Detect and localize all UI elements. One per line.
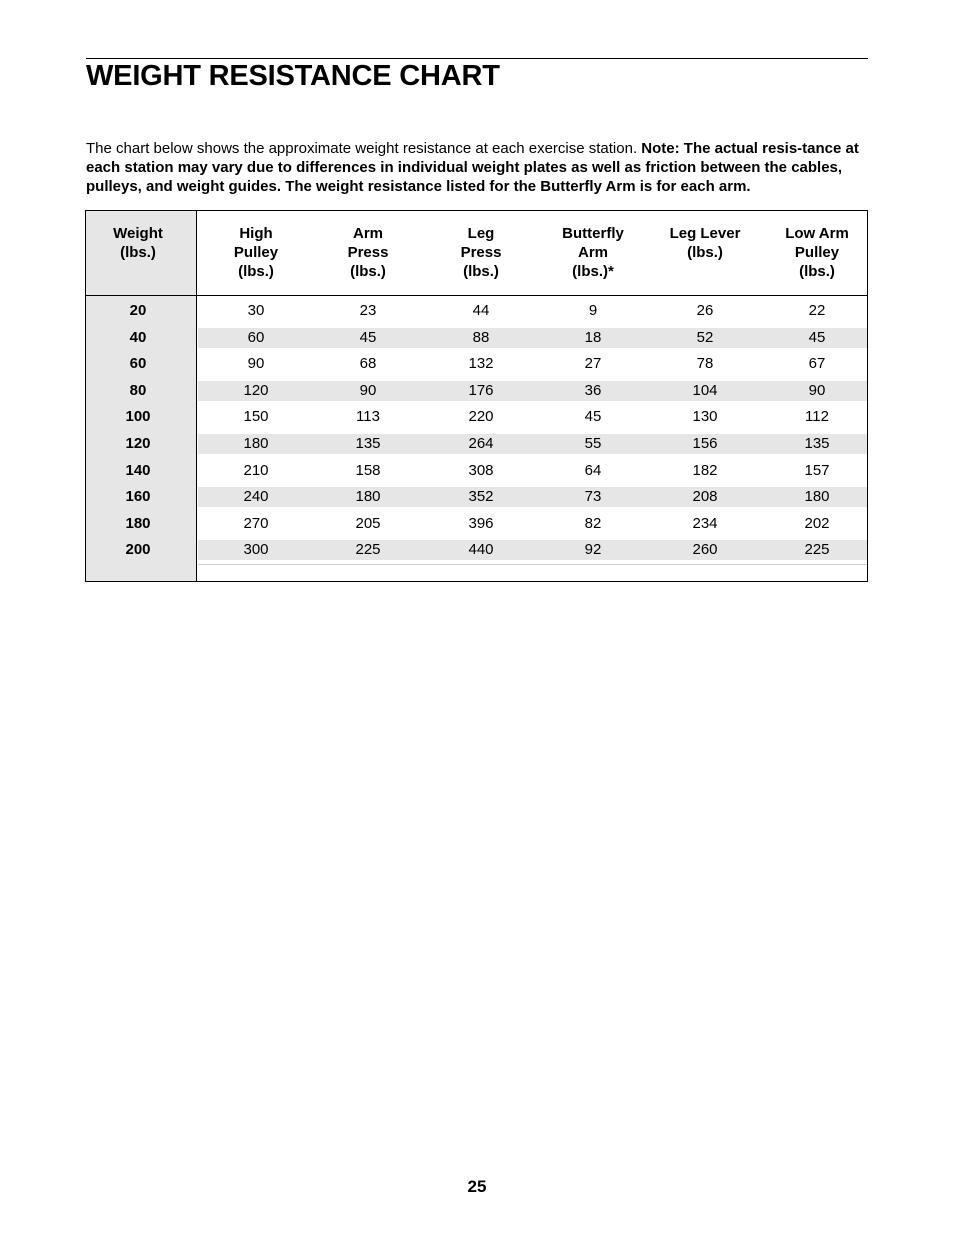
intro-text: The chart below shows the approximate weight resistance at each exercise station.: [86, 140, 642, 157]
resistance-cell: 90: [247, 355, 265, 373]
resistance-cell: 208: [692, 488, 718, 506]
resistance-cell: 55: [584, 435, 602, 452]
page-number: 25: [467, 1177, 487, 1196]
weight-cell: 80: [129, 381, 147, 399]
header-line: Pulley: [233, 244, 279, 261]
resistance-cell: 82: [584, 514, 602, 532]
weight-cell: 20: [129, 302, 147, 319]
resistance-cell: 352: [468, 488, 494, 506]
resistance-cell: 52: [696, 328, 714, 346]
resistance-cell: 220: [468, 408, 494, 426]
resistance-cell: 156: [692, 435, 718, 452]
resistance-cell: 68: [359, 355, 377, 373]
resistance-cell: 264: [468, 435, 494, 452]
resistance-cell: 180: [243, 435, 269, 452]
resistance-cell: 180: [804, 488, 830, 506]
header-line: (lbs.): [463, 263, 499, 280]
header-line: (lbs.): [687, 244, 723, 261]
header-weight: [113, 224, 163, 262]
resistance-cell: 9: [588, 302, 598, 319]
row-shading: [198, 487, 867, 507]
resistance-cell: 176: [468, 381, 494, 399]
resistance-cell: 27: [584, 355, 602, 373]
header-line: (lbs.)*: [572, 263, 614, 280]
header-arm-press: [348, 224, 389, 281]
header-high-pulley: [234, 224, 278, 281]
header-line: Butterfly: [562, 225, 624, 242]
header-line: Leg Lever: [669, 225, 741, 242]
header-line: Press: [460, 244, 502, 261]
resistance-cell: 88: [472, 328, 490, 346]
resistance-cell: 157: [804, 461, 830, 479]
resistance-cell: 308: [468, 461, 494, 479]
header-line: (lbs.): [120, 244, 156, 261]
resistance-cell: 135: [355, 435, 381, 452]
resistance-cell: 18: [584, 328, 602, 346]
resistance-cell: 205: [355, 514, 381, 532]
header-leg-lever: [670, 224, 741, 262]
resistance-cell: 240: [243, 488, 269, 506]
resistance-cell: 90: [359, 381, 377, 399]
page-title: WEIGHT RESISTANCE CHART: [86, 60, 500, 92]
resistance-cell: 45: [584, 408, 602, 426]
resistance-cell: 225: [355, 541, 381, 559]
resistance-cell: 30: [247, 302, 265, 319]
row-shading: [198, 434, 867, 454]
weight-cell: 120: [125, 435, 151, 452]
intro-paragraph: [86, 139, 876, 196]
row-shading: [198, 328, 867, 348]
resistance-cell: 396: [468, 514, 494, 532]
resistance-cell: 135: [804, 435, 830, 452]
resistance-cell: 78: [696, 355, 714, 373]
resistance-cell: 234: [692, 514, 718, 532]
resistance-cell: 300: [243, 541, 269, 559]
resistance-cell: 225: [804, 541, 830, 559]
resistance-cell: 44: [472, 302, 490, 319]
resistance-cell: 158: [355, 461, 381, 479]
weight-cell: 140: [125, 461, 151, 479]
weight-resistance-table: [85, 210, 868, 582]
weight-cell: 60: [129, 355, 147, 373]
resistance-cell: 22: [808, 302, 826, 319]
resistance-cell: 440: [468, 541, 494, 559]
header-rule: [86, 295, 867, 296]
resistance-cell: 60: [247, 328, 265, 346]
header-line: Arm: [352, 225, 383, 242]
header-line: Arm: [577, 244, 609, 261]
weight-cell: 100: [125, 408, 151, 426]
resistance-cell: 64: [584, 461, 602, 479]
resistance-cell: 36: [584, 381, 602, 399]
weight-cell: 200: [125, 541, 151, 559]
weight-cell: 160: [125, 488, 151, 506]
resistance-cell: 180: [355, 488, 381, 506]
row-shading: [198, 540, 867, 560]
resistance-cell: 67: [808, 355, 826, 373]
resistance-cell: 45: [808, 328, 826, 346]
resistance-cell: 150: [243, 408, 269, 426]
resistance-cell: 92: [584, 541, 602, 559]
header-line: Low Arm: [785, 225, 849, 242]
resistance-cell: 113: [356, 408, 380, 426]
resistance-cell: 130: [692, 408, 718, 426]
header-line: Leg: [467, 225, 495, 242]
header-line: Press: [347, 244, 389, 261]
resistance-cell: 132: [468, 355, 494, 373]
resistance-cell: 202: [804, 514, 830, 532]
header-butterfly-arm: [562, 224, 624, 281]
header-line: (lbs.): [799, 263, 835, 280]
table-end-rule: [198, 564, 867, 565]
resistance-cell: 112: [805, 408, 829, 426]
resistance-cell: 26: [696, 302, 714, 319]
header-line: High: [239, 225, 273, 242]
intro-note: Note: The actual resis-tance at each station may vary due to differences in individual weight plates as well as friction between the cables, pulleys, and weight guides. The weight resistance listed for the Butterfly Arm is for each arm.: [86, 140, 859, 195]
resistance-cell: 23: [359, 302, 377, 319]
header-leg-press: [461, 224, 502, 281]
header-line: Pulley: [794, 244, 840, 261]
header-line: (lbs.): [238, 263, 274, 280]
resistance-cell: 45: [359, 328, 377, 346]
row-shading: [198, 381, 867, 401]
resistance-cell: 260: [692, 541, 718, 559]
resistance-cell: 210: [243, 461, 269, 479]
resistance-cell: 73: [584, 488, 602, 506]
resistance-cell: 120: [243, 381, 269, 399]
header-low-arm-pulley: [785, 224, 849, 281]
resistance-cell: 182: [692, 461, 718, 479]
header-line: Weight: [113, 225, 163, 242]
resistance-cell: 104: [692, 381, 718, 399]
resistance-cell: 270: [243, 514, 269, 532]
resistance-cell: 90: [808, 381, 826, 399]
weight-cell: 180: [125, 514, 151, 532]
header-line: (lbs.): [350, 263, 386, 280]
weight-cell: 40: [129, 328, 147, 346]
